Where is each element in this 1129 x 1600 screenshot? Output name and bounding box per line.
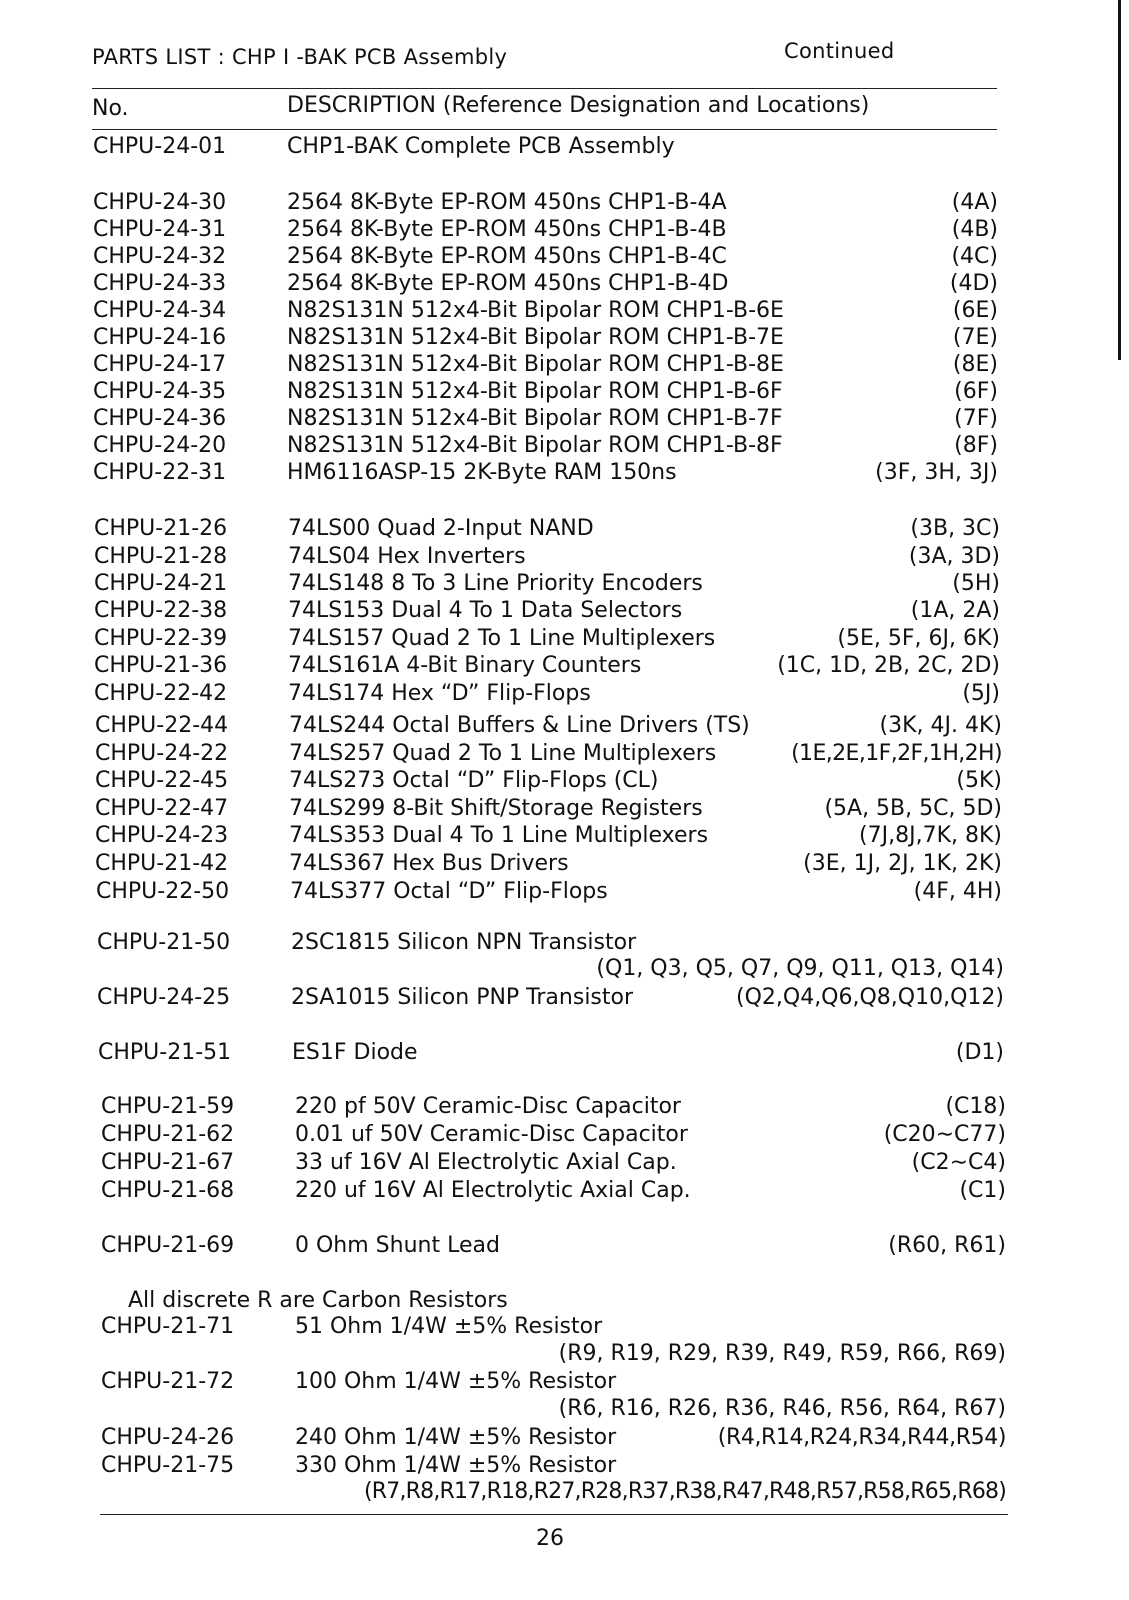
part-description: 74LS00 Quad 2-Input NAND (288, 516, 594, 541)
part-location: (4A) (951, 190, 998, 215)
table-row (94, 543, 1000, 571)
part-number: CHPU-22-38 (94, 598, 228, 623)
header-rule-bottom (92, 129, 997, 130)
part-number: CHPU-22-45 (95, 768, 229, 793)
part-location: (8F) (954, 433, 998, 458)
table-row (93, 297, 998, 325)
part-description: 100 Ohm 1/4W ±5% Resistor (295, 1369, 617, 1394)
part-number: CHPU-21-68 (101, 1178, 235, 1203)
part-description: 74LS148 8 To 3 Line Priority Encoders (288, 571, 703, 596)
part-number: CHPU-24-17 (93, 352, 227, 377)
part-number: CHPU-24-23 (95, 823, 229, 848)
part-description: 74LS377 Octal “D” Flip-Flops (290, 879, 608, 904)
part-number: CHPU-21-59 (101, 1094, 235, 1119)
part-number: CHPU-21-26 (94, 516, 228, 541)
table-row (94, 680, 1000, 708)
part-description: 2564 8K-Byte EP-ROM 450ns CHP1-B-4D (287, 271, 729, 296)
part-location: (3K, 4J. 4K) (879, 713, 1002, 738)
table-row (93, 133, 998, 161)
part-description: 2SC1815 Silicon NPN Transistor (291, 930, 637, 955)
part-number: CHPU-21-69 (101, 1233, 235, 1258)
table-row (93, 351, 998, 379)
part-location: (3B, 3C) (910, 516, 1000, 541)
part-number: CHPU-24-35 (93, 379, 227, 404)
part-description: 74LS299 8-Bit Shift/Storage Registers (289, 796, 703, 821)
part-number: CHPU-24-33 (93, 271, 227, 296)
table-row (94, 597, 1000, 625)
location-continuation: (Q1, Q3, Q5, Q7, Q9, Q11, Q13, Q14) (596, 956, 1004, 981)
part-description: 74LS174 Hex “D” Flip-Flops (288, 681, 591, 706)
table-row (94, 625, 1000, 653)
part-number: CHPU-21-42 (95, 851, 229, 876)
table-row (95, 740, 1002, 768)
table-row (95, 767, 1002, 795)
part-description: ES1F Diode (292, 1040, 418, 1065)
part-description: HM6116ASP-15 2K-Byte RAM 150ns (287, 460, 677, 485)
part-location: (4B) (951, 217, 998, 242)
part-location: (6E) (952, 298, 998, 323)
part-description: 2564 8K-Byte EP-ROM 450ns CHP1-B-4A (287, 190, 727, 215)
part-location: (1A, 2A) (910, 598, 1000, 623)
part-number: CHPU-22-47 (95, 796, 229, 821)
table-row (101, 1232, 1006, 1260)
part-description: 220 uf 16V Al Electrolytic Axial Cap. (295, 1178, 691, 1203)
part-number: CHPU-24-01 (93, 134, 227, 159)
table-row (93, 405, 998, 433)
part-description: CHP1-BAK Complete PCB Assembly (287, 134, 675, 159)
part-location: (7J,8J,7K, 8K) (859, 823, 1002, 848)
part-description: 74LS244 Octal Buffers & Line Drivers (TS) (289, 713, 750, 738)
resistor-note: All discrete R are Carbon Resistors (128, 1288, 508, 1313)
part-number: CHPU-21-72 (101, 1369, 235, 1394)
part-location: (5E, 5F, 6J, 6K) (837, 626, 1000, 651)
table-row (94, 652, 1000, 680)
table-row (93, 270, 998, 298)
part-description: 74LS153 Dual 4 To 1 Data Selectors (288, 598, 683, 623)
part-location: (4D) (949, 271, 998, 296)
part-number: CHPU-21-62 (101, 1122, 235, 1147)
table-row (93, 378, 998, 406)
table-row (95, 822, 1002, 850)
part-number: CHPU-24-22 (95, 741, 229, 766)
part-description: 51 Ohm 1/4W ±5% Resistor (295, 1314, 603, 1339)
part-description: 74LS273 Octal “D” Flip-Flops (CL) (289, 768, 659, 793)
part-location: (8E) (952, 352, 998, 377)
part-location: (Q2,Q4,Q6,Q8,Q10,Q12) (735, 985, 1004, 1010)
page-number: 26 (536, 1526, 564, 1551)
part-location: (3A, 3D) (908, 544, 1000, 569)
table-row (95, 712, 1002, 740)
part-number: CHPU-24-21 (94, 571, 228, 596)
part-description: 220 pf 50V Ceramic-Disc Capacitor (295, 1094, 681, 1119)
part-location: (7E) (952, 325, 998, 350)
page-edge-mark (1118, 0, 1121, 360)
table-row (93, 216, 998, 244)
part-description: N82S131N 512x4-Bit Bipolar ROM CHP1-B-6F (287, 379, 783, 404)
table-row (101, 1313, 1006, 1341)
part-number: CHPU-22-50 (96, 879, 230, 904)
table-row (93, 243, 998, 271)
part-location: (4F, 4H) (913, 879, 1002, 904)
part-location: (5A, 5B, 5C, 5D) (824, 796, 1002, 821)
part-description: 74LS367 Hex Bus Drivers (289, 851, 569, 876)
part-location: (C2∼C4) (911, 1150, 1006, 1175)
location-continuation: (R7,R8,R17,R18,R27,R28,R37,R38,R47,R48,R57,R58,R65,R68) (363, 1479, 1006, 1504)
part-number: CHPU-24-26 (101, 1425, 235, 1450)
table-row (101, 1121, 1006, 1149)
part-location: (3F, 3H, 3J) (875, 460, 998, 485)
part-number: CHPU-21-51 (98, 1040, 232, 1065)
part-number: CHPU-21-36 (94, 653, 228, 678)
part-description: 74LS257 Quad 2 To 1 Line Multiplexers (289, 741, 717, 766)
table-row (94, 515, 1000, 543)
part-number: CHPU-21-28 (94, 544, 228, 569)
part-location: (6F) (954, 379, 998, 404)
table-row (101, 1093, 1006, 1121)
table-row (93, 432, 998, 460)
part-number: CHPU-24-31 (93, 217, 227, 242)
table-row (93, 189, 998, 217)
part-description: 0.01 uf 50V Ceramic-Disc Capacitor (295, 1122, 688, 1147)
table-row (93, 459, 998, 487)
page-title: PARTS LIST : CHP I -BAK PCB Assembly (92, 45, 508, 69)
part-description: 74LS353 Dual 4 To 1 Line Multiplexers (289, 823, 709, 848)
part-description: 2SA1015 Silicon PNP Transistor (291, 985, 634, 1010)
part-number: CHPU-22-42 (94, 681, 228, 706)
table-row (96, 878, 1002, 906)
part-location: (R60, R61) (888, 1233, 1006, 1258)
part-location: (4C) (951, 244, 998, 269)
table-row (101, 1149, 1006, 1177)
part-description: 74LS04 Hex Inverters (288, 544, 526, 569)
part-number: CHPU-24-25 (97, 985, 231, 1010)
table-row (95, 850, 1002, 878)
part-location: (C20∼C77) (883, 1122, 1006, 1147)
part-description: N82S131N 512x4-Bit Bipolar ROM CHP1-B-7E (287, 325, 784, 350)
part-location: (C18) (945, 1094, 1006, 1119)
part-location: (R4,R14,R24,R34,R44,R54) (717, 1425, 1006, 1450)
part-location: (7F) (954, 406, 998, 431)
part-description: 330 Ohm 1/4W ±5% Resistor (295, 1453, 617, 1478)
table-row (97, 984, 1004, 1012)
part-description: 74LS157 Quad 2 To 1 Line Multiplexers (288, 626, 716, 651)
part-number: CHPU-24-16 (93, 325, 227, 350)
table-row (97, 929, 1004, 957)
part-description: N82S131N 512x4-Bit Bipolar ROM CHP1-B-8E (287, 352, 784, 377)
table-row (101, 1368, 1006, 1396)
part-location: (1C, 1D, 2B, 2C, 2D) (777, 653, 1000, 678)
part-description: N82S131N 512x4-Bit Bipolar ROM CHP1-B-6E (287, 298, 784, 323)
column-header-description: DESCRIPTION (Reference Designation and Locations) (287, 93, 870, 118)
part-location: (D1) (955, 1040, 1004, 1065)
part-number: CHPU-24-32 (93, 244, 227, 269)
part-description: 33 uf 16V Al Electrolytic Axial Cap. (295, 1150, 677, 1175)
table-row (98, 1039, 1004, 1067)
part-description: 0 Ohm Shunt Lead (295, 1233, 500, 1258)
table-row (101, 1424, 1006, 1452)
part-location: (C1) (959, 1178, 1006, 1203)
table-row (101, 1452, 1006, 1480)
part-description: N82S131N 512x4-Bit Bipolar ROM CHP1-B-7F (287, 406, 783, 431)
part-number: CHPU-24-36 (93, 406, 227, 431)
part-location: (5K) (956, 768, 1002, 793)
part-number: CHPU-22-44 (95, 713, 229, 738)
part-number: CHPU-22-39 (94, 626, 228, 651)
part-location: (5J) (962, 681, 1000, 706)
table-row (95, 795, 1002, 823)
location-continuation: (R9, R19, R29, R39, R49, R59, R66, R69) (558, 1341, 1006, 1366)
part-location: (5H) (952, 571, 1000, 596)
part-description: 240 Ohm 1/4W ±5% Resistor (295, 1425, 617, 1450)
continued-label: Continued (784, 39, 895, 63)
table-row (93, 324, 998, 352)
part-number: CHPU-24-34 (93, 298, 227, 323)
header-rule-top (92, 88, 997, 89)
table-row (94, 570, 1000, 598)
part-location: (1E,2E,1F,2F,1H,2H) (791, 741, 1002, 766)
part-number: CHPU-21-67 (101, 1150, 235, 1175)
part-location: (3E, 1J, 2J, 1K, 2K) (803, 851, 1002, 876)
table-row (101, 1177, 1006, 1205)
part-number: CHPU-24-20 (93, 433, 227, 458)
part-description: 2564 8K-Byte EP-ROM 450ns CHP1-B-4B (287, 217, 727, 242)
footer-rule (100, 1514, 1008, 1515)
part-description: N82S131N 512x4-Bit Bipolar ROM CHP1-B-8F (287, 433, 783, 458)
part-number: CHPU-21-75 (101, 1453, 235, 1478)
part-number: CHPU-24-30 (93, 190, 227, 215)
part-number: CHPU-21-50 (97, 930, 231, 955)
part-description: 74LS161A 4-Bit Binary Counters (288, 653, 642, 678)
part-number: CHPU-21-71 (101, 1314, 235, 1339)
location-continuation: (R6, R16, R26, R36, R46, R56, R64, R67) (558, 1396, 1006, 1421)
part-description: 2564 8K-Byte EP-ROM 450ns CHP1-B-4C (287, 244, 727, 269)
part-number: CHPU-22-31 (93, 460, 227, 485)
column-header-no: No. (92, 96, 129, 121)
